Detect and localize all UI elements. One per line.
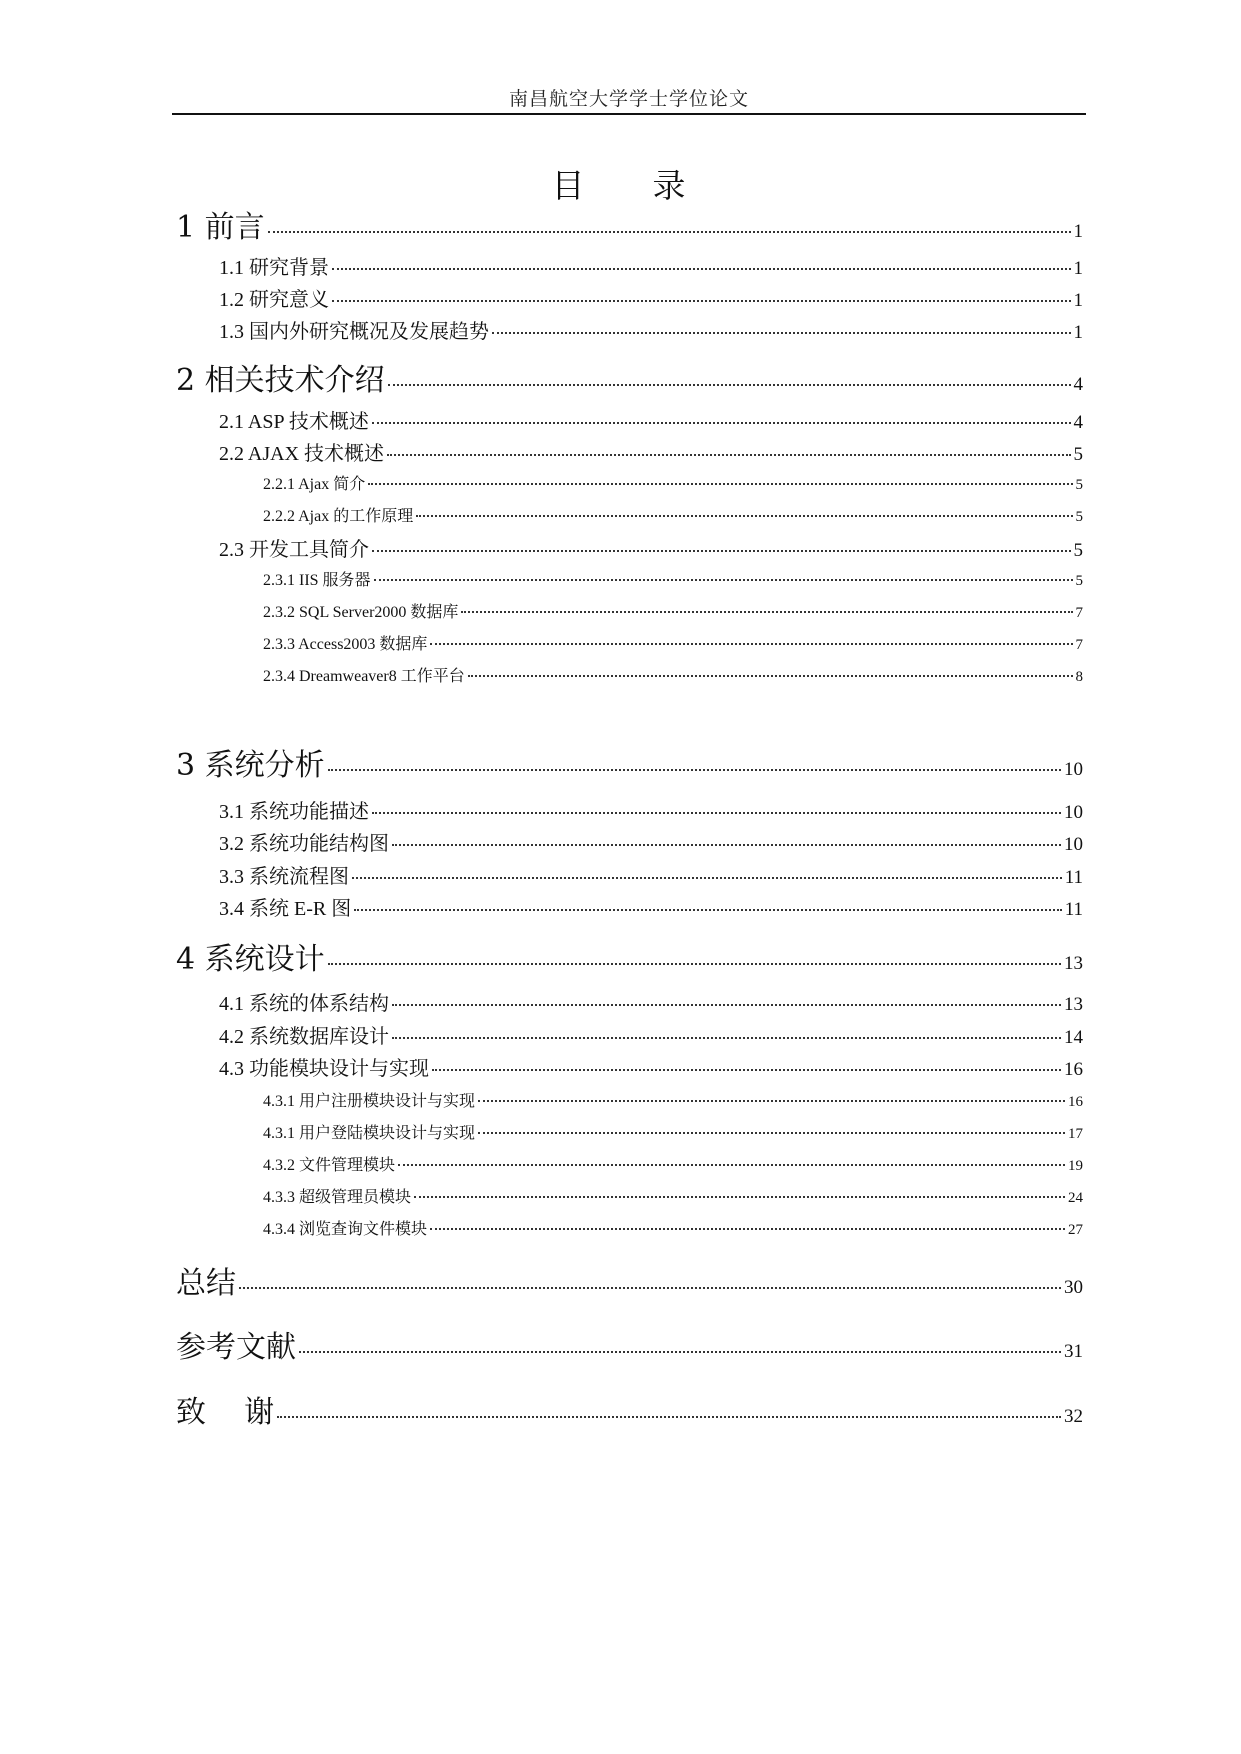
- dot-leader: [332, 268, 1071, 270]
- toc-entry-page: 24: [1068, 1190, 1083, 1206]
- toc-entry-section[interactable]: [219, 1052, 1083, 1081]
- toc-entry-label: 2.2.1 Ajax 简介: [263, 476, 366, 493]
- dot-leader: [368, 483, 1072, 485]
- toc-entry-section[interactable]: [219, 437, 1083, 466]
- toc-entry-chapter[interactable]: [176, 1258, 1083, 1302]
- toc-entry-section[interactable]: [219, 315, 1083, 344]
- toc-entry-label: 4.3.1 用户注册模块设计与实现: [263, 1093, 476, 1110]
- toc-entry-page: 8: [1075, 669, 1083, 685]
- dot-leader: [398, 1164, 1065, 1166]
- toc-entry-section[interactable]: [219, 1020, 1083, 1049]
- toc-entry-label: 4 系统设计: [176, 942, 325, 977]
- toc-entry-label: 4.1 系统的体系结构: [219, 993, 389, 1015]
- toc-entry-label: 1.3 国内外研究概况及发展趋势: [219, 321, 489, 343]
- toc-entry-label: 3.1 系统功能描述: [219, 801, 369, 823]
- toc-entry-page: 19: [1068, 1158, 1083, 1174]
- toc-entry-label: 3.3 系统流程图: [219, 866, 349, 888]
- dot-leader: [430, 1228, 1065, 1230]
- toc-entry-page: 11: [1064, 899, 1083, 920]
- dot-leader: [392, 844, 1061, 846]
- toc-entry-page: 17: [1068, 1126, 1083, 1142]
- dot-leader: [492, 332, 1071, 334]
- toc-entry-label: 2.2 AJAX 技术概述: [219, 443, 385, 465]
- toc-entry-chapter[interactable]: [176, 202, 1083, 246]
- toc-entry-page: 27: [1068, 1222, 1083, 1238]
- toc-entry-label: 4.3 功能模块设计与实现: [219, 1058, 429, 1080]
- toc-entry-chapter[interactable]: [176, 355, 1083, 399]
- toc-entry-label: 2.3.1 IIS 服务器: [263, 572, 371, 589]
- toc-entry-page: 7: [1075, 637, 1083, 653]
- toc-entry-label: 3.2 系统功能结构图: [219, 833, 389, 855]
- toc-entry-page: 16: [1068, 1094, 1083, 1110]
- toc-entry-label: 参考文献: [176, 1330, 296, 1365]
- toc-entry-page: 1: [1073, 258, 1083, 279]
- toc-entry-section[interactable]: [219, 987, 1083, 1016]
- toc-entry-page: 32: [1064, 1406, 1083, 1427]
- dot-leader: [277, 1416, 1061, 1418]
- toc-entry-subsection[interactable]: [263, 1088, 1083, 1111]
- toc-entry-label: 1.2 研究意义: [219, 289, 329, 311]
- toc-entry-page: 1: [1073, 290, 1083, 311]
- dot-leader: [392, 1037, 1061, 1039]
- dot-leader: [328, 769, 1061, 771]
- dot-leader: [414, 1196, 1065, 1198]
- dot-leader: [387, 454, 1070, 456]
- dot-leader: [416, 515, 1072, 517]
- toc-entry-label: 2.2.2 Ajax 的工作原理: [263, 508, 414, 525]
- toc-entry-label: 4.3.3 超级管理员模块: [263, 1189, 412, 1206]
- toc-entry-page: 10: [1064, 834, 1083, 855]
- toc-entry-subsection[interactable]: [263, 471, 1083, 494]
- toc-entry-subsection[interactable]: [263, 599, 1083, 622]
- toc-entry-subsection[interactable]: [263, 1216, 1083, 1239]
- toc-entry-page: 16: [1064, 1059, 1083, 1080]
- toc-entry-page: 14: [1064, 1027, 1083, 1048]
- toc-entry-subsection[interactable]: [263, 663, 1083, 686]
- toc-entry-page: 13: [1064, 994, 1083, 1015]
- toc-entry-page: 7: [1075, 605, 1083, 621]
- toc-entry-subsection[interactable]: [263, 567, 1083, 590]
- toc-entry-label: 2 相关技术介绍: [176, 363, 385, 398]
- toc-entry-page: 10: [1064, 759, 1083, 780]
- toc-entry-subsection[interactable]: [263, 503, 1083, 526]
- toc-entry-chapter[interactable]: [176, 1322, 1083, 1366]
- toc-entry-chapter[interactable]: [176, 1387, 1083, 1431]
- dot-leader: [461, 611, 1072, 613]
- dot-leader: [354, 909, 1061, 911]
- toc-entry-label: 4.2 系统数据库设计: [219, 1026, 389, 1048]
- toc-title-char: 录: [652, 166, 690, 205]
- dot-leader: [299, 1351, 1061, 1353]
- running-header: 南昌航空大学学士学位论文: [508, 88, 749, 110]
- dot-leader: [432, 1069, 1061, 1071]
- dot-leader: [478, 1100, 1065, 1102]
- toc-entry-section[interactable]: [219, 892, 1083, 921]
- toc-entry-label: 4.3.4 浏览查询文件模块: [263, 1221, 428, 1238]
- dot-leader: [328, 963, 1061, 965]
- toc-entry-page: 11: [1064, 867, 1083, 888]
- toc-entry-label: 总结: [176, 1266, 236, 1301]
- toc-entry-section[interactable]: [219, 251, 1083, 280]
- toc-entry-page: 30: [1064, 1277, 1083, 1298]
- toc-entry-subsection[interactable]: [263, 1152, 1083, 1175]
- dot-leader: [374, 579, 1073, 581]
- dot-leader: [392, 1004, 1061, 1006]
- toc-entry-page: 5: [1073, 540, 1083, 561]
- toc-entry-page: 1: [1073, 221, 1083, 242]
- toc-entry-subsection[interactable]: [263, 1184, 1083, 1207]
- dot-leader: [430, 643, 1072, 645]
- toc-entry-section[interactable]: [219, 860, 1083, 889]
- toc-entry-label: 2.3.4 Dreamweaver8 工作平台: [263, 668, 465, 685]
- dot-leader: [468, 675, 1073, 677]
- toc-entry-section[interactable]: [219, 827, 1083, 856]
- toc-entry-label: 2.3.3 Access2003 数据库: [263, 636, 428, 653]
- toc-entry-page: 13: [1064, 953, 1083, 974]
- toc-entry-page: 4: [1073, 374, 1083, 395]
- toc-entry-label: 3 系统分析: [176, 748, 325, 783]
- toc-entry-label: 2.1 ASP 技术概述: [219, 411, 369, 433]
- toc-entry-chapter[interactable]: [176, 934, 1083, 978]
- dot-leader: [239, 1287, 1061, 1289]
- toc-entry-page: 5: [1075, 509, 1083, 525]
- toc-entry-page: 1: [1073, 322, 1083, 343]
- dot-leader: [332, 300, 1071, 302]
- dot-leader: [478, 1132, 1065, 1134]
- toc-entry-label: 致 谢: [176, 1395, 275, 1430]
- toc-entry-page: 5: [1075, 477, 1083, 493]
- toc-entry-subsection[interactable]: [263, 631, 1083, 654]
- toc-entry-subsection[interactable]: [263, 1120, 1083, 1143]
- toc-entry-label: 4.3.2 文件管理模块: [263, 1157, 396, 1174]
- toc-entry-label: 4.3.1 用户登陆模块设计与实现: [263, 1125, 476, 1142]
- toc-entry-page: 5: [1073, 444, 1083, 465]
- toc-entry-section[interactable]: [219, 795, 1083, 824]
- toc-entry-page: 5: [1075, 573, 1083, 589]
- dot-leader: [268, 231, 1071, 233]
- dot-leader: [372, 422, 1071, 424]
- toc-entry-section[interactable]: [219, 533, 1083, 562]
- dot-leader: [372, 550, 1071, 552]
- toc-entry-label: 2.3 开发工具简介: [219, 539, 369, 561]
- toc-entry-page: 4: [1073, 412, 1083, 433]
- toc-entry-page: 10: [1064, 802, 1083, 823]
- toc-entry-section[interactable]: [219, 283, 1083, 312]
- toc-entry-page: 31: [1064, 1341, 1083, 1362]
- dot-leader: [388, 384, 1071, 386]
- toc-title-char: 目: [551, 166, 589, 205]
- toc-entry-label: 1 前言: [176, 210, 265, 245]
- dot-leader: [352, 877, 1062, 879]
- toc-entry-label: 1.1 研究背景: [219, 257, 329, 279]
- toc-entry-label: 2.3.2 SQL Server2000 数据库: [263, 604, 459, 621]
- toc-entry-chapter[interactable]: [176, 740, 1083, 784]
- dot-leader: [372, 812, 1061, 814]
- toc-entry-label: 3.4 系统 E-R 图: [219, 898, 352, 920]
- toc-entry-section[interactable]: [219, 405, 1083, 434]
